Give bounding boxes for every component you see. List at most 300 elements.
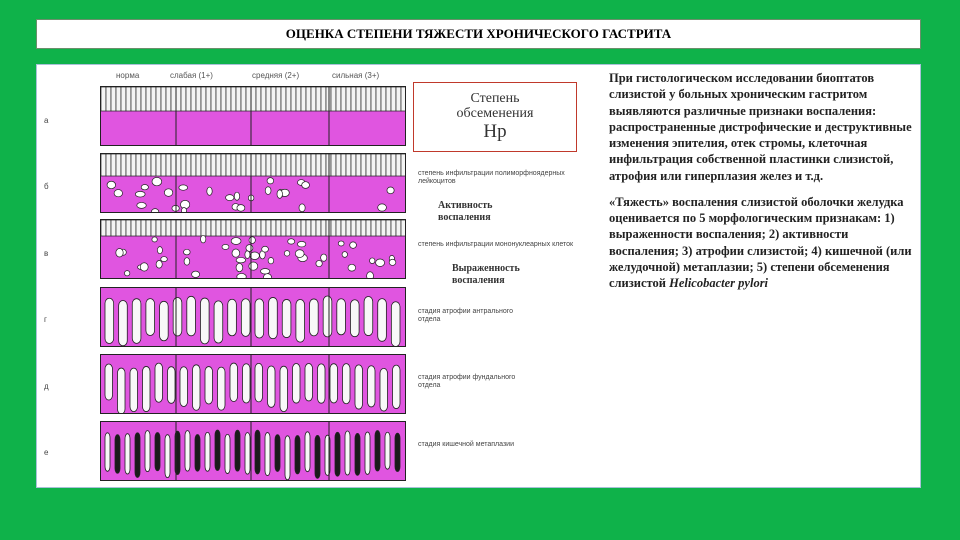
cell-shape — [331, 220, 336, 236]
cell-shape — [241, 220, 246, 236]
histology-strip-metaplasia — [100, 421, 406, 481]
cell-shape — [386, 87, 391, 111]
cell-shape — [305, 432, 310, 472]
cell-shape — [156, 87, 161, 111]
cell-shape — [111, 154, 116, 176]
cell-shape — [116, 87, 121, 111]
cell-shape — [346, 220, 351, 236]
cell-shape — [214, 301, 223, 343]
cell-shape — [271, 220, 276, 236]
cell-shape — [265, 187, 271, 195]
cell-shape — [401, 87, 406, 111]
paragraph-2-italic: Helicobacter pylori — [669, 276, 769, 290]
cell-shape — [132, 299, 141, 344]
cell-shape — [140, 263, 148, 271]
cell-shape — [206, 220, 211, 236]
cell-shape — [346, 87, 351, 111]
cell-shape — [186, 220, 191, 236]
cell-shape — [237, 205, 245, 212]
cell-shape — [216, 220, 221, 236]
cell-shape — [285, 436, 290, 480]
cell-shape — [348, 264, 356, 271]
cell-shape — [386, 220, 391, 236]
cell-shape — [105, 364, 113, 400]
cell-shape — [222, 244, 229, 249]
cell-shape — [331, 154, 336, 176]
cell-shape — [155, 433, 160, 471]
cell-shape — [263, 274, 271, 279]
cell-shape — [114, 190, 122, 197]
histology-illustration — [101, 355, 406, 414]
cell-shape — [221, 154, 226, 176]
cell-shape — [251, 154, 256, 176]
cell-shape — [221, 220, 226, 236]
cell-shape — [135, 433, 140, 478]
cell-shape — [231, 220, 236, 236]
cell-shape — [146, 220, 151, 236]
cell-shape — [115, 435, 120, 474]
cell-shape — [256, 220, 261, 236]
cell-shape — [261, 268, 270, 274]
cell-shape — [155, 363, 163, 402]
caption-mono: степень инфильтрации мононуклеарных клеток — [418, 241, 574, 248]
cell-shape — [301, 154, 306, 176]
cell-shape — [401, 154, 406, 176]
cell-shape — [181, 154, 186, 176]
cell-shape — [151, 87, 156, 111]
cell-shape — [361, 220, 366, 236]
cell-shape — [302, 182, 310, 189]
cell-shape — [255, 430, 260, 474]
cell-shape — [371, 154, 376, 176]
cell-shape — [165, 435, 170, 478]
activity-label-line1: Активность — [438, 200, 493, 211]
cell-shape — [266, 87, 271, 111]
cell-shape — [201, 220, 206, 236]
cell-shape — [131, 87, 136, 111]
cell-shape — [316, 260, 322, 266]
cell-shape — [236, 87, 241, 111]
cell-shape — [381, 87, 386, 111]
histology-illustration — [101, 87, 406, 146]
cell-shape — [145, 431, 150, 472]
histology-illustration — [101, 154, 406, 213]
cell-shape — [391, 154, 396, 176]
cell-shape — [268, 366, 276, 407]
cell-shape — [192, 271, 200, 277]
row-letter-b: б — [44, 182, 49, 191]
cell-shape — [152, 177, 162, 185]
cell-shape — [141, 185, 148, 190]
cell-shape — [243, 364, 251, 403]
cell-shape — [111, 220, 116, 236]
cell-shape — [266, 220, 271, 236]
cell-shape — [255, 363, 263, 402]
cell-shape — [342, 252, 347, 258]
cell-shape — [211, 87, 216, 111]
cell-shape — [121, 154, 126, 176]
cell-shape — [141, 87, 146, 111]
cell-shape — [126, 154, 131, 176]
cell-shape — [107, 181, 116, 188]
cell-shape — [166, 87, 171, 111]
column-header-mild: слабая (1+) — [170, 71, 213, 80]
cell-shape — [146, 87, 151, 111]
cell-shape — [186, 154, 191, 176]
cell-shape — [378, 299, 387, 342]
histology-strip-mono — [100, 219, 406, 279]
cell-shape — [311, 154, 316, 176]
cell-shape — [296, 220, 301, 236]
cell-shape — [293, 364, 301, 404]
cell-shape — [181, 220, 186, 236]
cell-shape — [218, 367, 226, 410]
cell-shape — [336, 154, 341, 176]
hp-label-line1: Степень — [470, 91, 520, 107]
cell-shape — [135, 191, 145, 197]
cell-shape — [321, 154, 326, 176]
cell-shape — [371, 87, 376, 111]
cell-shape — [196, 154, 201, 176]
cell-shape — [341, 220, 346, 236]
cell-shape — [318, 364, 326, 403]
cell-shape — [106, 87, 111, 111]
cell-shape — [143, 366, 151, 411]
cell-shape — [121, 87, 126, 111]
cell-shape — [181, 207, 186, 213]
cell-shape — [141, 220, 146, 236]
cell-shape — [331, 87, 336, 111]
cell-shape — [366, 154, 371, 176]
cell-shape — [281, 154, 286, 176]
cell-shape — [387, 187, 394, 194]
cell-shape — [236, 257, 246, 262]
cell-shape — [371, 220, 376, 236]
cell-shape — [106, 220, 111, 236]
cell-shape — [201, 235, 206, 243]
cell-shape — [366, 220, 371, 236]
cell-shape — [351, 220, 356, 236]
cell-shape — [157, 247, 162, 254]
cell-shape — [226, 195, 234, 201]
cell-shape — [330, 364, 338, 403]
cell-shape — [211, 154, 216, 176]
column-header-moderate: средняя (2+) — [252, 71, 300, 80]
cell-shape — [376, 220, 381, 236]
cell-shape — [316, 220, 321, 236]
cell-shape — [296, 87, 301, 111]
cell-shape — [299, 204, 305, 212]
cell-shape — [281, 220, 286, 236]
paragraph-2-text: «Тяжесть» воспаления слизистой оболочки желудка оценивается по 5 морфологическим признакам: 1) выраженности воспаления; 2) активности воспаления; 3) атрофии слизистой; 4) кишечной (или желудочной) метаплазии; 5) степени обсеменения слизистой — [609, 194, 912, 290]
cell-shape — [381, 220, 386, 236]
cell-shape — [160, 301, 169, 340]
cell-shape — [341, 154, 346, 176]
cell-shape — [291, 154, 296, 176]
cell-shape — [200, 298, 209, 344]
cell-shape — [365, 432, 370, 474]
cell-shape — [207, 187, 212, 195]
cell-shape — [386, 154, 391, 176]
cell-shape — [121, 220, 126, 236]
cell-shape — [176, 154, 181, 176]
cell-shape — [235, 430, 240, 471]
cell-shape — [343, 364, 351, 404]
severity-label — [452, 263, 520, 286]
cell-shape — [161, 154, 166, 176]
histology-illustration — [101, 288, 406, 347]
cell-shape — [395, 433, 400, 471]
cell-shape — [152, 209, 159, 213]
cell-shape — [286, 220, 291, 236]
hp-label-box — [413, 82, 577, 152]
cell-shape — [356, 220, 361, 236]
cell-shape — [276, 87, 281, 111]
row-letter-e: д — [44, 382, 49, 391]
cell-shape — [232, 249, 240, 257]
slide-title-text: ОЦЕНКА СТЕПЕНИ ТЯЖЕСТИ ХРОНИЧЕСКОГО ГАСТРИТА — [285, 26, 672, 41]
description-text — [609, 70, 917, 301]
cell-shape — [396, 87, 401, 111]
cell-shape — [246, 245, 253, 252]
cell-shape — [396, 154, 401, 176]
cell-shape — [271, 154, 276, 176]
cell-shape — [141, 154, 146, 176]
cell-shape — [125, 434, 130, 474]
caption-antral: стадия атрофии антрального отдела — [418, 308, 514, 324]
cell-shape — [380, 368, 388, 411]
cell-shape — [196, 220, 201, 236]
cell-shape — [236, 220, 241, 236]
cell-shape — [345, 431, 350, 475]
cell-shape — [151, 220, 156, 236]
cell-shape — [206, 154, 211, 176]
cell-shape — [391, 302, 400, 347]
cell-shape — [191, 154, 196, 176]
cell-shape — [106, 154, 111, 176]
cell-shape — [176, 220, 181, 236]
cell-shape — [246, 220, 251, 236]
cell-shape — [321, 87, 326, 111]
cell-shape — [291, 220, 296, 236]
cell-shape — [261, 154, 266, 176]
cell-shape — [269, 297, 278, 338]
cell-shape — [137, 202, 146, 208]
cell-shape — [156, 154, 161, 176]
cell-shape — [130, 368, 138, 412]
cell-shape — [116, 154, 121, 176]
cell-shape — [375, 431, 380, 471]
paragraph-1: При гистологическом исследовании биоптатов слизистой у больных хроническим гастритом выявляются различные признаки воспаления: распространенные дистрофические и деструктивные изменения эпителия, отек стромы, клеточная инфильтрация собственной пластинки слизистой, атрофия или гиперплазия желез и т.д. — [609, 71, 912, 183]
cell-shape — [131, 220, 136, 236]
cell-shape — [111, 87, 116, 111]
paragraph-2 — [609, 194, 917, 292]
cell-shape — [193, 365, 201, 410]
cell-shape — [385, 432, 390, 469]
cell-shape — [335, 432, 340, 476]
cell-shape — [171, 87, 176, 111]
caption-fundal: стадия атрофии фундального отдела — [418, 374, 516, 390]
cell-shape — [196, 87, 201, 111]
cell-shape — [226, 220, 231, 236]
cell-shape — [205, 367, 213, 404]
histology-illustration — [101, 422, 406, 481]
cell-shape — [351, 154, 356, 176]
cell-shape — [361, 87, 366, 111]
cell-shape — [231, 154, 236, 176]
cell-shape — [230, 363, 238, 401]
hp-label-line3: Нр — [483, 120, 507, 142]
cell-shape — [249, 262, 258, 270]
cell-shape — [376, 87, 381, 111]
cell-shape — [296, 300, 305, 343]
cell-shape — [351, 87, 356, 111]
cell-shape — [166, 154, 171, 176]
severity-label-line2: воспаления — [452, 274, 505, 286]
cell-shape — [126, 220, 131, 236]
cell-shape — [176, 87, 181, 111]
cell-shape — [179, 185, 188, 190]
cell-shape — [389, 259, 396, 265]
column-header-severe: сильная (3+) — [332, 71, 380, 80]
cell-shape — [119, 301, 128, 346]
row-letter-c: в — [44, 249, 49, 258]
cell-shape — [116, 249, 123, 257]
cell-shape — [321, 254, 327, 261]
cell-shape — [350, 242, 357, 248]
cell-shape — [315, 435, 320, 478]
cell-shape — [271, 87, 276, 111]
severity-label-line1: Выраженность — [452, 263, 520, 274]
cell-shape — [249, 237, 255, 244]
histology-strip-fundal — [100, 354, 406, 414]
cell-shape — [378, 204, 387, 211]
cell-shape — [124, 271, 129, 276]
cell-shape — [246, 87, 251, 111]
cell-shape — [276, 154, 281, 176]
cell-shape — [201, 87, 206, 111]
caption-pmn: степень инфильтрации полиморфноядерных лейкоцитов — [418, 170, 565, 186]
cell-shape — [225, 434, 230, 473]
cell-shape — [286, 154, 291, 176]
cell-shape — [216, 154, 221, 176]
cell-shape — [364, 297, 373, 336]
cell-shape — [156, 261, 162, 269]
cell-shape — [156, 220, 161, 236]
cell-shape — [164, 189, 172, 197]
cell-shape — [195, 435, 200, 472]
cell-shape — [336, 87, 341, 111]
cell-shape — [346, 154, 351, 176]
cell-shape — [376, 259, 385, 266]
cell-shape — [187, 296, 196, 336]
cell-shape — [306, 220, 311, 236]
cell-shape — [171, 220, 176, 236]
cell-shape — [211, 220, 216, 236]
histology-strip-hp — [100, 86, 406, 146]
cell-shape — [185, 431, 190, 472]
cell-shape — [266, 154, 271, 176]
row-letter-f: е — [44, 448, 49, 457]
cell-shape — [267, 178, 274, 184]
cell-shape — [288, 239, 295, 244]
cell-shape — [205, 432, 210, 471]
cell-shape — [256, 87, 261, 111]
cell-shape — [316, 154, 321, 176]
cell-shape — [376, 154, 381, 176]
cell-shape — [105, 298, 114, 343]
cell-shape — [152, 237, 157, 242]
activity-label-line2: воспаления — [438, 211, 491, 223]
cell-shape — [136, 220, 141, 236]
cell-shape — [186, 87, 191, 111]
cell-shape — [255, 299, 264, 338]
cell-shape — [226, 154, 231, 176]
cell-shape — [311, 220, 316, 236]
cell-shape — [361, 154, 366, 176]
cell-shape — [284, 251, 289, 256]
cell-shape — [295, 250, 304, 258]
cell-shape — [401, 220, 406, 236]
cell-shape — [277, 190, 282, 198]
cell-shape — [301, 87, 306, 111]
cell-shape — [355, 433, 360, 475]
cell-shape — [206, 87, 211, 111]
histology-illustration — [101, 220, 406, 279]
cell-shape — [336, 220, 341, 236]
cell-shape — [356, 87, 361, 111]
cell-shape — [228, 299, 237, 336]
cell-shape — [256, 154, 261, 176]
cell-shape — [262, 246, 269, 252]
caption-metaplasia: стадия кишечной метаплазии — [418, 441, 514, 448]
hp-label-line2: обсеменения — [456, 106, 534, 122]
cell-shape — [236, 263, 243, 271]
histology-strip-antral — [100, 287, 406, 347]
cell-shape — [370, 258, 375, 264]
cell-shape — [282, 299, 291, 337]
cell-shape — [101, 154, 106, 176]
cell-shape — [367, 272, 374, 279]
column-header-normal: норма — [116, 71, 140, 80]
cell-shape — [201, 154, 206, 176]
cell-shape — [231, 238, 241, 245]
cell-shape — [281, 87, 286, 111]
cell-shape — [226, 87, 231, 111]
cell-shape — [321, 220, 326, 236]
cell-shape — [305, 363, 313, 400]
cell-shape — [391, 87, 396, 111]
cell-shape — [168, 367, 176, 404]
cell-shape — [297, 241, 305, 247]
cell-shape — [184, 258, 190, 265]
histology-strip-pmn — [100, 153, 406, 213]
cell-shape — [391, 220, 396, 236]
cell-shape — [116, 220, 121, 236]
cell-shape — [295, 436, 300, 474]
cell-shape — [180, 367, 188, 407]
cell-shape — [191, 220, 196, 236]
cell-shape — [245, 433, 250, 474]
cell-shape — [291, 87, 296, 111]
cell-shape — [241, 87, 246, 111]
cell-shape — [311, 87, 316, 111]
slide-title — [36, 19, 921, 49]
cell-shape — [337, 299, 346, 335]
cell-shape — [136, 87, 141, 111]
cell-shape — [173, 297, 182, 335]
cell-shape — [131, 154, 136, 176]
